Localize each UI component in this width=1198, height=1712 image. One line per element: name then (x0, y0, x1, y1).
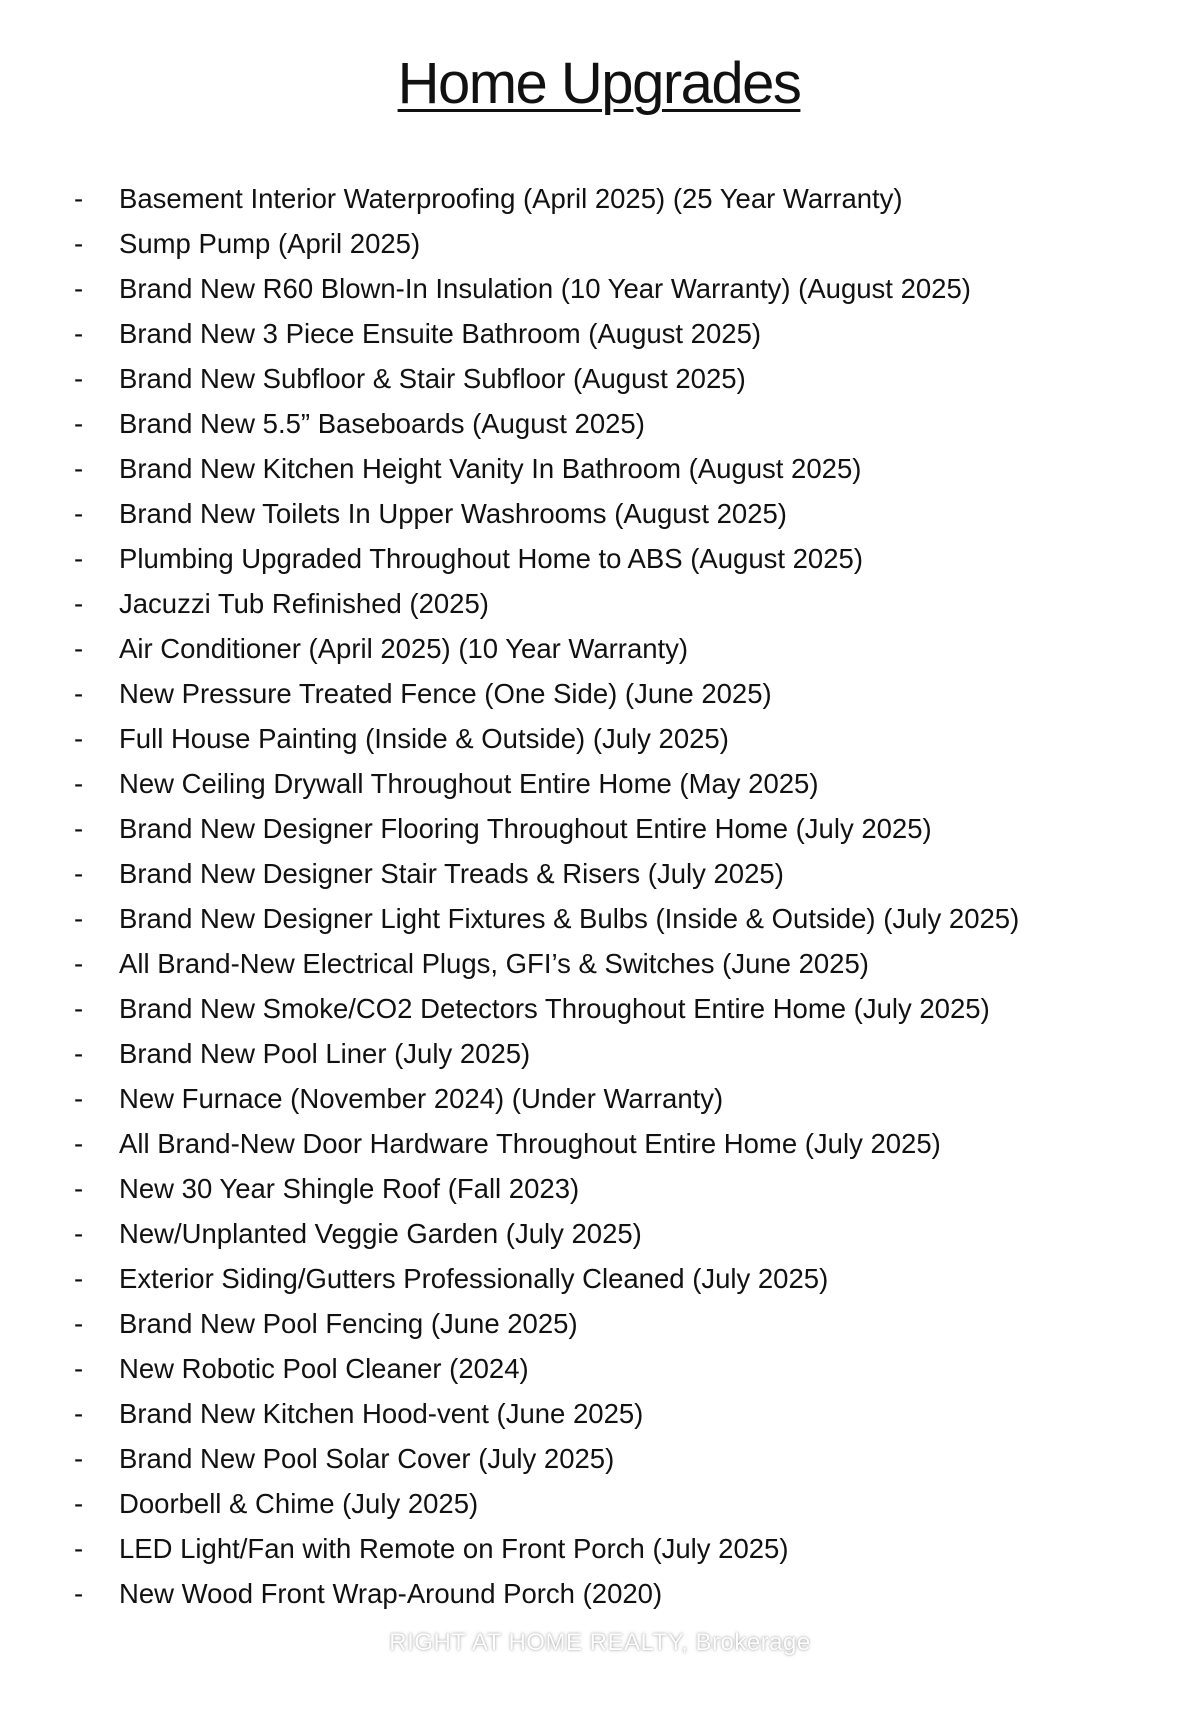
list-bullet-dash: - (74, 633, 84, 664)
list-item-text: Sump Pump (April 2025) (119, 228, 421, 259)
list-item (0, 716, 1198, 761)
list-item-text: Brand New Toilets In Upper Washrooms (August 2025) (119, 498, 787, 529)
list-item-text: New Ceiling Drywall Throughout Entire Home (May 2025) (119, 768, 819, 799)
list-item-text: Brand New Kitchen Hood-vent (June 2025) (119, 1398, 644, 1429)
page-title (0, 44, 1198, 124)
list-item-text: New Pressure Treated Fence (One Side) (June 2025) (119, 678, 772, 709)
list-item (0, 986, 1198, 1031)
list-bullet-dash: - (74, 543, 84, 574)
list-item (0, 581, 1198, 626)
list-bullet-dash: - (74, 678, 84, 709)
list-item-text: Brand New Designer Stair Treads & Risers (July 2025) (119, 858, 784, 889)
list-item-text: New Robotic Pool Cleaner (2024) (119, 1353, 529, 1384)
list-item (0, 356, 1198, 401)
list-item-text: New 30 Year Shingle Roof (Fall 2023) (119, 1173, 580, 1204)
list-item (0, 446, 1198, 491)
list-item-text: Brand New Subfloor & Stair Subfloor (August 2025) (119, 363, 746, 394)
list-item-text: Brand New Kitchen Height Vanity In Bathroom (August 2025) (119, 453, 862, 484)
upgrade-list (0, 176, 1198, 1616)
list-bullet-dash: - (74, 183, 84, 214)
list-item-text: LED Light/Fan with Remote on Front Porch (July 2025) (119, 1533, 789, 1564)
list-item (0, 401, 1198, 446)
list-item-text: Brand New Pool Solar Cover (July 2025) (119, 1443, 615, 1474)
list-item-text: New/Unplanted Veggie Garden (July 2025) (119, 1218, 642, 1249)
list-bullet-dash: - (74, 498, 84, 529)
list-item (0, 1211, 1198, 1256)
list-item-text: Air Conditioner (April 2025) (10 Year Warranty) (119, 633, 689, 664)
list-item-text: New Furnace (November 2024) (Under Warranty) (119, 1083, 724, 1114)
list-item-text: Brand New 5.5” Baseboards (August 2025) (119, 408, 645, 439)
list-bullet-dash: - (74, 363, 84, 394)
list-bullet-dash: - (74, 1533, 84, 1564)
list-bullet-dash: - (74, 903, 84, 934)
list-bullet-dash: - (74, 318, 84, 349)
list-bullet-dash: - (74, 1173, 84, 1204)
list-bullet-dash: - (74, 1083, 84, 1114)
list-item (0, 1571, 1198, 1616)
list-item-text: All Brand-New Door Hardware Throughout Entire Home (July 2025) (119, 1128, 941, 1159)
list-item-text: Brand New 3 Piece Ensuite Bathroom (August 2025) (119, 318, 762, 349)
list-bullet-dash: - (74, 1308, 84, 1339)
list-item (0, 806, 1198, 851)
list-item-text: Basement Interior Waterproofing (April 2025) (25 Year Warranty) (119, 183, 903, 214)
list-bullet-dash: - (74, 228, 84, 259)
list-item (0, 1346, 1198, 1391)
list-item-text: Brand New Designer Light Fixtures & Bulbs (Inside & Outside) (July 2025) (119, 903, 1020, 934)
list-item-text: Jacuzzi Tub Refinished (2025) (119, 588, 489, 619)
list-bullet-dash: - (74, 993, 84, 1024)
list-item (0, 761, 1198, 806)
list-bullet-dash: - (74, 588, 84, 619)
list-item (0, 851, 1198, 896)
list-item (0, 1076, 1198, 1121)
list-item-text: New Wood Front Wrap-Around Porch (2020) (119, 1578, 663, 1609)
brokerage-watermark: RIGHT AT HOME REALTY, Brokerage (362, 1624, 838, 1662)
list-bullet-dash: - (74, 1218, 84, 1249)
list-item-text: Brand New Smoke/CO2 Detectors Throughout Entire Home (July 2025) (119, 993, 990, 1024)
list-item-text: Exterior Siding/Gutters Professionally Cleaned (July 2025) (119, 1263, 829, 1294)
list-item (0, 176, 1198, 221)
list-item-text: Full House Painting (Inside & Outside) (July 2025) (119, 723, 729, 754)
list-item-text: Brand New Pool Fencing (June 2025) (119, 1308, 578, 1339)
list-bullet-dash: - (74, 723, 84, 754)
list-item-text: Brand New Pool Liner (July 2025) (119, 1038, 531, 1069)
list-item-text: All Brand-New Electrical Plugs, GFI’s & Switches (June 2025) (119, 948, 869, 979)
list-bullet-dash: - (74, 408, 84, 439)
list-item (0, 626, 1198, 671)
list-bullet-dash: - (74, 1578, 84, 1609)
list-bullet-dash: - (74, 1443, 84, 1474)
list-bullet-dash: - (74, 1263, 84, 1294)
list-bullet-dash: - (74, 1488, 84, 1519)
list-bullet-dash: - (74, 948, 84, 979)
list-item (0, 1526, 1198, 1571)
list-item (0, 1166, 1198, 1211)
list-item (0, 266, 1198, 311)
list-bullet-dash: - (74, 813, 84, 844)
list-item (0, 1391, 1198, 1436)
page-title-text: Home Upgrades (397, 51, 801, 116)
list-bullet-dash: - (74, 1128, 84, 1159)
list-item (0, 1121, 1198, 1166)
list-item (0, 536, 1198, 581)
list-item (0, 491, 1198, 536)
list-item-text: Plumbing Upgraded Throughout Home to ABS (August 2025) (119, 543, 863, 574)
list-bullet-dash: - (74, 768, 84, 799)
list-item (0, 311, 1198, 356)
list-item (0, 221, 1198, 266)
list-item-text: Brand New R60 Blown-In Insulation (10 Year Warranty) (August 2025) (119, 273, 971, 304)
list-item (0, 1301, 1198, 1346)
list-item (0, 1256, 1198, 1301)
list-bullet-dash: - (74, 858, 84, 889)
list-item (0, 1481, 1198, 1526)
list-bullet-dash: - (74, 273, 84, 304)
list-bullet-dash: - (74, 1038, 84, 1069)
list-item (0, 896, 1198, 941)
list-item (0, 1031, 1198, 1076)
list-bullet-dash: - (74, 1398, 84, 1429)
list-bullet-dash: - (74, 453, 84, 484)
list-item-text: Doorbell & Chime (July 2025) (119, 1488, 479, 1519)
list-item (0, 1436, 1198, 1481)
list-item (0, 671, 1198, 716)
list-item (0, 941, 1198, 986)
list-item-text: Brand New Designer Flooring Throughout Entire Home (July 2025) (119, 813, 932, 844)
list-bullet-dash: - (74, 1353, 84, 1384)
